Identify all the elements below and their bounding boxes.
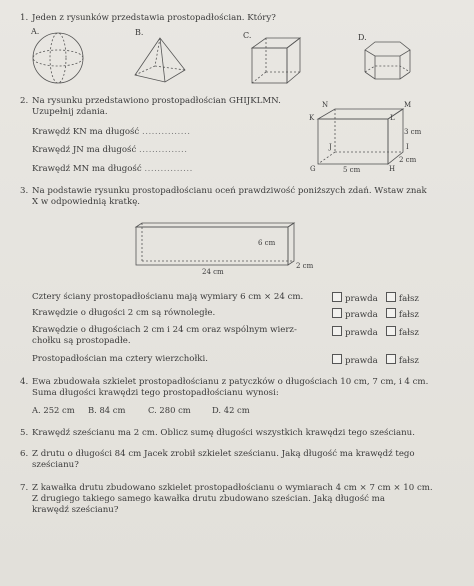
q1-option-a: A. [31, 27, 40, 36]
checkbox-falsz[interactable] [386, 308, 396, 318]
q3-statement-4: Prostopadłościan ma cztery wierzchołki. [32, 354, 208, 364]
checkbox-prawda[interactable] [332, 326, 342, 336]
label-l: L [390, 114, 395, 122]
q4-text2: Suma długości krawędzi tego prostopadłościanu wynosi: [32, 388, 279, 398]
q6-number: 6. [20, 449, 29, 459]
pyramid-figure [135, 38, 185, 82]
q4-answer-c[interactable]: C. 280 cm [148, 405, 191, 415]
q7-number: 7. [20, 483, 29, 493]
label-3cm: 3 cm [404, 128, 422, 136]
q2-line-jn: Krawędź JN ma długość ............... [32, 145, 188, 155]
q4-answer-d[interactable]: D. 42 cm [212, 405, 250, 415]
q5-number: 5. [20, 428, 29, 438]
label-g: G [310, 165, 316, 173]
q3-row1-choices: prawda fałsz [332, 292, 419, 305]
label-m: M [404, 101, 412, 109]
q1-number: 1. [20, 13, 29, 23]
q3-text2: X w odpowiednią kratkę. [32, 197, 141, 207]
q3-text: Na podstawie rysunku prostopadłościanu oceń prawdziwość poniższych zdań. Wstaw znak [32, 186, 427, 196]
q6-text: Z drutu o długości 84 cm Jacek zrobił szkielet sześcianu. Jaką długość ma krawędź tego [32, 449, 415, 459]
q7-text3: krawędź sześcianu? [32, 505, 119, 515]
q4-number: 4. [20, 377, 29, 387]
q5-text: Krawędź sześcianu ma 2 cm. Oblicz sumę długości wszystkich krawędzi tego sześcianu. [32, 428, 415, 438]
checkbox-prawda[interactable] [332, 308, 342, 318]
q3-row3-choices: prawda fałsz [332, 326, 419, 339]
q1-text: Jeden z rysunków przedstawia prostopadłościan. Który? [32, 13, 276, 23]
q3-statement-3b: chołku są prostopadłe. [32, 336, 131, 346]
q3-row4-choices: prawda fałsz [332, 354, 419, 367]
label-5cm: 5 cm [343, 166, 361, 174]
q3-row2-choices: prawda fałsz [332, 308, 419, 321]
q3-number: 3. [20, 186, 29, 196]
q4-answer-a[interactable]: A. 252 cm [32, 405, 75, 415]
label-n: N [322, 101, 329, 109]
dim-6cm: 6 cm [258, 239, 276, 247]
q2-subtext: Uzupełnij zdania. [32, 107, 108, 117]
label-i: I [406, 143, 409, 151]
q2-text: Na rysunku przedstawiono prostopadłościan GHIJKLMN. [32, 96, 281, 106]
checkbox-prawda[interactable] [332, 354, 342, 364]
q1-option-d: D. [358, 33, 367, 42]
q6-text2: sześcianu? [32, 460, 79, 470]
q4-answer-b[interactable]: B. 84 cm [88, 405, 126, 415]
checkbox-falsz[interactable] [386, 326, 396, 336]
label-k: K [309, 114, 315, 122]
q1-option-b: B. [135, 28, 144, 37]
q2-line-mn: Krawędź MN ma długość ............... [32, 164, 193, 174]
dim-2cm: 2 cm [296, 262, 314, 270]
q1-option-c: C. [243, 31, 252, 40]
hexagonal-prism-figure [365, 42, 410, 79]
q2-line-kn: Krawędź KN ma długość ............... [32, 127, 191, 137]
checkbox-prawda[interactable] [332, 292, 342, 302]
q3-statement-3a: Krawędzie o długościach 2 cm i 24 cm oraz wspólnym wierz- [32, 325, 297, 335]
sphere-figure [33, 33, 83, 83]
checkbox-falsz[interactable] [386, 292, 396, 302]
q2-number: 2. [20, 96, 29, 106]
q4-text: Ewa zbudowała szkielet prostopadłościanu z patyczków o długościach 10 cm, 7 cm, i 4 cm. [32, 377, 429, 387]
cuboid-figure [252, 38, 300, 83]
q7-text2: Z drugiego takiego samego kawałka drutu zbudowano sześcian. Jaką długość ma [32, 494, 385, 504]
checkbox-falsz[interactable] [386, 354, 396, 364]
dim-24cm: 24 cm [202, 268, 224, 276]
label-h: H [389, 165, 396, 173]
label-j: J [329, 143, 332, 151]
label-2cm: 2 cm [399, 156, 417, 164]
q3-statement-1: Cztery ściany prostopadłościanu mają wymiary 6 cm × 24 cm. [32, 292, 304, 302]
q3-statement-2: Krawędzie o długości 2 cm są równoległe. [32, 308, 216, 318]
q7-text: Z kawałka drutu zbudowano szkielet prostopadłościanu o wymiarach 4 cm × 7 cm × 10 cm. [32, 483, 433, 493]
